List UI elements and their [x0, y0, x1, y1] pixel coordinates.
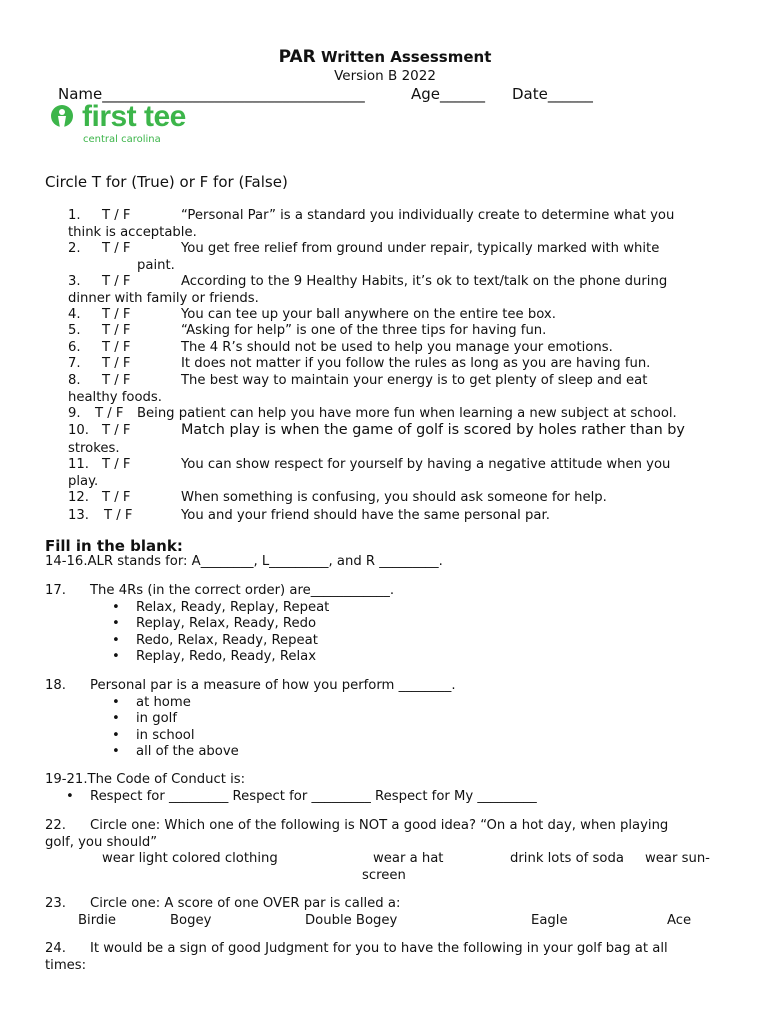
q17-option[interactable]: • Replay, Relax, Ready, Redo	[136, 616, 316, 631]
q17-option[interactable]: • Replay, Redo, Ready, Relax	[136, 649, 316, 664]
tf-choice[interactable]: T / F	[102, 457, 131, 472]
tf-num: 11.	[68, 457, 89, 472]
title-bold: PAR	[278, 47, 316, 67]
tf-num: 12.	[68, 490, 89, 505]
question-24: It would be a sign of good Judgment for you to have the following in your golf bag at all	[90, 941, 668, 956]
tf-num: 9.	[68, 406, 81, 421]
tf-text: When something is confusing, you should ask someone for help.	[181, 490, 607, 505]
tf-num: 1.	[68, 208, 81, 223]
q23-option[interactable]: Ace	[667, 913, 692, 928]
tf-num: 3.	[68, 274, 81, 289]
question-19: 19-21.The Code of Conduct is:	[45, 772, 246, 787]
q18-option[interactable]: • in golf	[136, 711, 177, 726]
tf-num: 2.	[68, 241, 81, 256]
tf-choice[interactable]: T / F	[102, 307, 131, 322]
question-17: The 4Rs (in the correct order) are____________.	[90, 583, 395, 598]
question-24-num: 24.	[45, 941, 66, 956]
name-field[interactable]: Name___________________________________	[58, 85, 365, 103]
tf-text: Match play is when the game of golf is scored by holes rather than by	[181, 422, 685, 438]
version-label: Version B 2022	[334, 68, 436, 84]
tf-text: You can tee up your ball anywhere on the entire tee box.	[181, 307, 556, 322]
question-24-cont: times:	[45, 958, 87, 973]
tf-choice[interactable]: T / F	[102, 208, 131, 223]
tf-choice[interactable]: T / F	[104, 508, 133, 523]
tf-num: 7.	[68, 356, 81, 371]
tf-text-cont: play.	[68, 474, 99, 489]
question-18: Personal par is a measure of how you perform ________.	[90, 678, 456, 693]
question-18-num: 18.	[45, 678, 66, 693]
question-23-num: 23.	[45, 896, 66, 911]
tf-choice[interactable]: T / F	[102, 490, 131, 505]
q23-option[interactable]: Birdie	[78, 913, 117, 928]
q23-option[interactable]: Bogey	[170, 913, 212, 928]
tf-text: “Personal Par” is a standard you individually create to determine what you	[181, 208, 675, 223]
tee-pin-icon	[48, 104, 76, 134]
tf-text-cont: paint.	[137, 258, 175, 273]
tf-text: You can show respect for yourself by having a negative attitude when you	[181, 457, 671, 472]
q23-option[interactable]: Eagle	[531, 913, 568, 928]
tf-text-cont: think is acceptable.	[68, 225, 197, 240]
q18-option[interactable]: • at home	[136, 695, 191, 710]
tf-choice[interactable]: T / F	[102, 423, 131, 438]
tf-choice[interactable]: T / F	[102, 274, 131, 289]
logo-subtitle: central carolina	[83, 134, 161, 145]
logo-wordmark: first tee	[82, 100, 186, 133]
tf-text: You get free relief from ground under repair, typically marked with white	[181, 241, 660, 256]
tf-text: “Asking for help” is one of the three tips for having fun.	[181, 323, 547, 338]
tf-num: 10.	[68, 423, 89, 438]
q17-option[interactable]: • Redo, Relax, Ready, Repeat	[136, 633, 318, 648]
tf-text-cont: strokes.	[68, 441, 120, 456]
tf-choice[interactable]: T / F	[102, 241, 131, 256]
question-22-num: 22.	[45, 818, 66, 833]
q18-option[interactable]: • in school	[136, 728, 195, 743]
tf-text: It does not matter if you follow the rules as long as you are having fun.	[181, 356, 651, 371]
q18-option[interactable]: • all of the above	[136, 744, 239, 759]
tf-num: 4.	[68, 307, 81, 322]
q22-option-cont[interactable]: screen	[362, 868, 406, 883]
tf-num: 6.	[68, 340, 81, 355]
tf-num: 13.	[68, 508, 89, 523]
q19-line[interactable]: • Respect for _________ Respect for _________ Respect for My _________	[90, 789, 537, 804]
tf-choice[interactable]: T / F	[95, 406, 124, 421]
tf-num: 5.	[68, 323, 81, 338]
tf-text: The best way to maintain your energy is to get plenty of sleep and eat	[181, 373, 648, 388]
tf-text: According to the 9 Healthy Habits, it’s ok to text/talk on the phone during	[181, 274, 668, 289]
age-field[interactable]: Age______	[411, 85, 486, 103]
tf-choice[interactable]: T / F	[102, 356, 131, 371]
q17-option[interactable]: • Relax, Ready, Replay, Repeat	[136, 600, 329, 615]
question-22-cont: golf, you should”	[45, 835, 158, 850]
tf-choice[interactable]: T / F	[102, 323, 131, 338]
question-23: Circle one: A score of one OVER par is called a:	[90, 896, 401, 911]
q22-option[interactable]: wear sun-	[645, 851, 710, 866]
title-rest: Written Assessment	[315, 48, 492, 66]
fill-heading: Fill in the blank:	[45, 537, 183, 555]
q22-option[interactable]: wear light colored clothing	[102, 851, 278, 866]
tf-choice[interactable]: T / F	[102, 373, 131, 388]
q23-option[interactable]: Double Bogey	[305, 913, 398, 928]
tf-text: You and your friend should have the same personal par.	[181, 508, 550, 523]
tf-text-cont: healthy foods.	[68, 390, 162, 405]
tf-choice[interactable]: T / F	[102, 340, 131, 355]
question-22: Circle one: Which one of the following is NOT a good idea? “On a hot day, when playing	[90, 818, 669, 833]
question-14: 14-16.ALR stands for: A________, L_________, and R _________.	[45, 554, 443, 569]
tf-text: Being patient can help you have more fun when learning a new subject at school.	[137, 406, 677, 421]
tf-num: 8.	[68, 373, 81, 388]
question-17-num: 17.	[45, 583, 66, 598]
tf-text: The 4 R’s should not be used to help you manage your emotions.	[181, 340, 613, 355]
tf-text-cont: dinner with family or friends.	[68, 291, 259, 306]
tf-instruction: Circle T for (True) or F for (False)	[45, 173, 288, 191]
q22-option[interactable]: wear a hat	[373, 851, 444, 866]
q22-option[interactable]: drink lots of soda	[510, 851, 624, 866]
page-title	[0, 47, 770, 67]
date-field[interactable]: Date______	[512, 85, 593, 103]
